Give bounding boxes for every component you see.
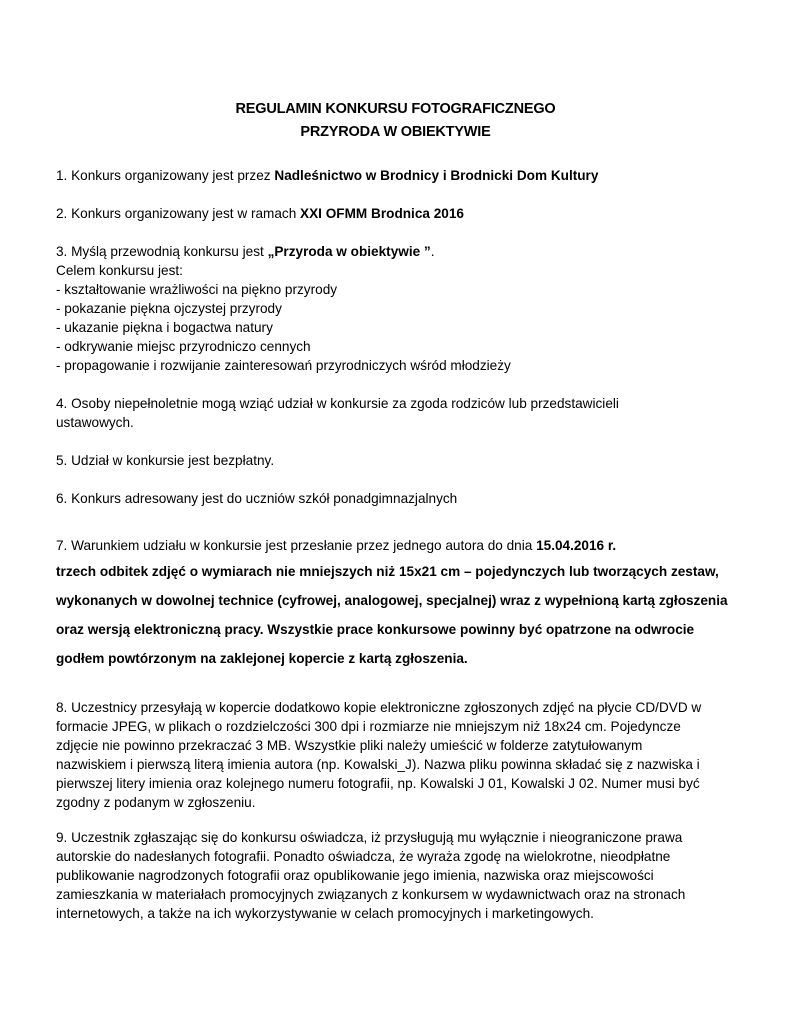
paragraph-3-text: 3. Myślą przewodnią konkursu jest — [56, 244, 268, 259]
goal-item: - ukazanie piękna i bogactwa natury — [56, 320, 273, 335]
paragraph-7-deadline: 15.04.2016 r. — [536, 538, 617, 553]
paragraph-2-event: XXI OFMM Brodnica 2016 — [300, 206, 464, 221]
paragraph-9-line: 9. Uczestnik zgłaszając się do konkursu oświadcza, iż przysługują mu wyłącznie i nieograniczone prawa — [56, 830, 683, 845]
paragraph-8-line: 8. Uczestnicy przesyłają w kopercie dodatkowo kopie elektroniczne zgłoszonych zdjęć na płycie CD/DVD w — [56, 700, 702, 715]
paragraph-8-line: nazwiskiem i pierwszą literą imienia autora (np. Kowalski_J). Nazwa pliku powinna składać się z nazwiska i — [56, 757, 700, 772]
paragraph-3-lead — [56, 242, 746, 261]
goal-item: - odkrywanie miejsc przyrodniczo cennych — [56, 339, 311, 354]
paragraph-5: 5. Udział w konkursie jest bezpłatny. — [56, 453, 275, 468]
paragraph-7-bold-line: trzech odbitek zdjęć o wymiarach nie mniejszych niż 15x21 cm – pojedynczych lub tworzących zestaw, — [56, 564, 719, 579]
paragraph-7-text: 7. Warunkiem udziału w konkursie jest przesłanie przez jednego autora do dnia — [56, 538, 537, 553]
paragraph-8-line: zgodny z podanym w zgłoszeniu. — [56, 795, 256, 810]
document-title-line1: REGULAMIN KONKURSU FOTOGRAFICZNEGO — [235, 101, 556, 117]
paragraph-9 — [56, 828, 746, 923]
paragraph-9-line: internetowych, a także na ich wykorzystywanie w celach promocyjnych i marketingowych. — [56, 906, 594, 921]
paragraph-7-bold-line: wykonanych w dowolnej technice (cyfrowej, analogowej, specjalnej) wraz z wypełnioną kartą zgłoszenia — [56, 593, 728, 608]
goal-item: - pokazanie piękna ojczystej przyrody — [56, 301, 282, 316]
paragraph-3-theme: „Przyroda w obiektywie ” — [267, 244, 431, 259]
paragraph-2 — [56, 204, 746, 223]
goal-item: - kształtowanie wrażliwości na piękno przyrody — [56, 282, 338, 297]
paragraph-3-intro: Celem konkursu jest: — [56, 263, 183, 278]
paragraph-8-line: pierwszej litery imienia oraz kolejnego numeru fotografii, np. Kowalski J 01, Kowalski J 02. Numer musi być — [56, 776, 700, 791]
paragraph-7 — [56, 536, 746, 555]
paragraph-3-after: . — [430, 244, 435, 259]
paragraph-8-line: zdjęcie nie powinno przekraczać 3 MB. Wszystkie pliki należy umieścić w folderze zatytułowanym — [56, 738, 643, 753]
paragraph-4-line: 4. Osoby niepełnoletnie mogą wziąć udział w konkursie za zgoda rodziców lub przedstawicieli — [56, 396, 619, 411]
paragraph-3 — [56, 242, 746, 375]
paragraph-1-text: 1. Konkurs organizowany jest przez — [56, 168, 275, 183]
paragraph-4 — [56, 394, 746, 432]
paragraph-1 — [56, 166, 746, 185]
paragraph-8 — [56, 698, 746, 812]
paragraph-7-bold-line: oraz wersją elektroniczną pracy. Wszystkie prace konkursowe powinny być opatrzone na odwrocie — [56, 622, 695, 637]
paragraph-7-bold-line: godłem powtórzonym na zaklejonej kopercie z kartą zgłoszenia. — [56, 651, 468, 666]
paragraph-4-line: ustawowych. — [56, 415, 134, 430]
paragraph-9-line: publikowanie nagrodzonych fotografii oraz opublikowanie jego imienia, nazwiska oraz miejscowości — [56, 868, 654, 883]
paragraph-9-line: zamieszkania w materiałach promocyjnych związanych z konkursem w wydawnictwach oraz na stronach — [56, 887, 686, 902]
paragraph-1-organizers: Nadleśnictwo w Brodnicy i Brodnicki Dom Kultury — [274, 168, 599, 183]
paragraph-2-text: 2. Konkurs organizowany jest w ramach — [56, 206, 301, 221]
paragraph-6: 6. Konkurs adresowany jest do uczniów szkół ponadgimnazjalnych — [56, 491, 458, 506]
paragraph-9-line: autorskie do nadesłanych fotografii. Ponadto oświadcza, że wyraża zgodę na wielokrotne, nieodpłatne — [56, 849, 671, 864]
document-title-line2: PRZYRODA W OBIEKTYWIE — [300, 124, 491, 140]
paragraph-8-line: formacie JPEG, w plikach o rozdzielczości 300 dpi i rozmiarze nie mniejszym niż 18x24 cm. Pojedyncze — [56, 719, 681, 734]
goal-item: - propagowanie i rozwijanie zainteresowań przyrodniczych wśród młodzieży — [56, 358, 511, 373]
